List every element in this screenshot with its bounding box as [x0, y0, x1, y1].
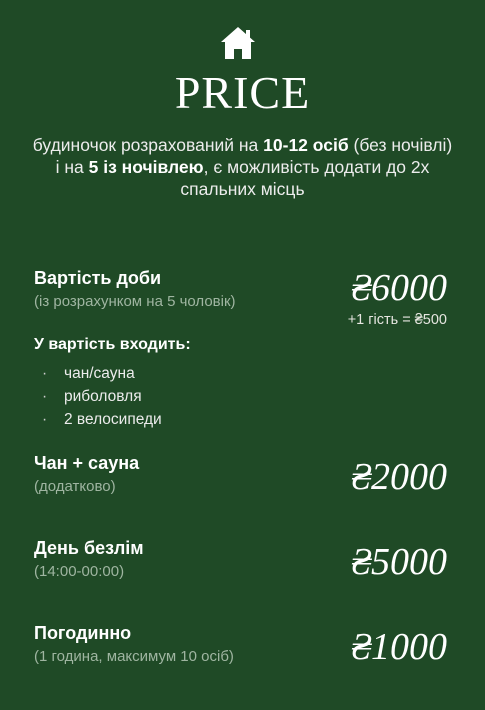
price-row-unlimited-day	[34, 538, 447, 583]
item-price: ₴2000	[352, 456, 447, 498]
bullet-icon: ·	[42, 365, 48, 382]
item-label: Погодинно	[34, 623, 132, 643]
item-note: (1 година, максимум 10 осіб)	[34, 648, 234, 665]
price-row-hourly	[34, 623, 447, 668]
item-note: (14:00-00:00)	[34, 563, 125, 580]
extra-guest-price: +1 гість = ₴500	[347, 312, 447, 328]
item-price: ₴5000	[352, 541, 447, 583]
includes-heading: У вартість входить:	[34, 336, 191, 353]
item-label: Чан + сауна	[34, 453, 140, 473]
item-note: (додатково)	[34, 478, 116, 495]
includes-list	[34, 362, 191, 431]
bullet-icon: ·	[42, 411, 48, 428]
house-icon	[220, 26, 256, 60]
item-label: Вартість доби	[34, 268, 162, 288]
list-item: · риболовля	[34, 385, 191, 408]
list-item: · 2 велосипеди	[34, 408, 191, 431]
price-row-daily	[34, 267, 447, 328]
includes-section	[34, 336, 191, 431]
item-label: День безлім	[34, 538, 144, 558]
page-title: PRICE	[174, 67, 311, 118]
bullet-icon: ·	[42, 388, 48, 405]
list-item: · чан/сауна	[34, 362, 191, 385]
item-price: ₴1000	[352, 626, 447, 668]
price-row-tub-sauna	[34, 453, 447, 498]
item-price: ₴6000	[352, 267, 447, 309]
item-note: (із розрахунком на 5 чоловік)	[34, 293, 236, 310]
intro-text: будиночок розрахований на 10-12 осіб (без ночівлі) і на 5 із ночівлею, є можливість додати до 2х спальних місць	[32, 135, 453, 199]
